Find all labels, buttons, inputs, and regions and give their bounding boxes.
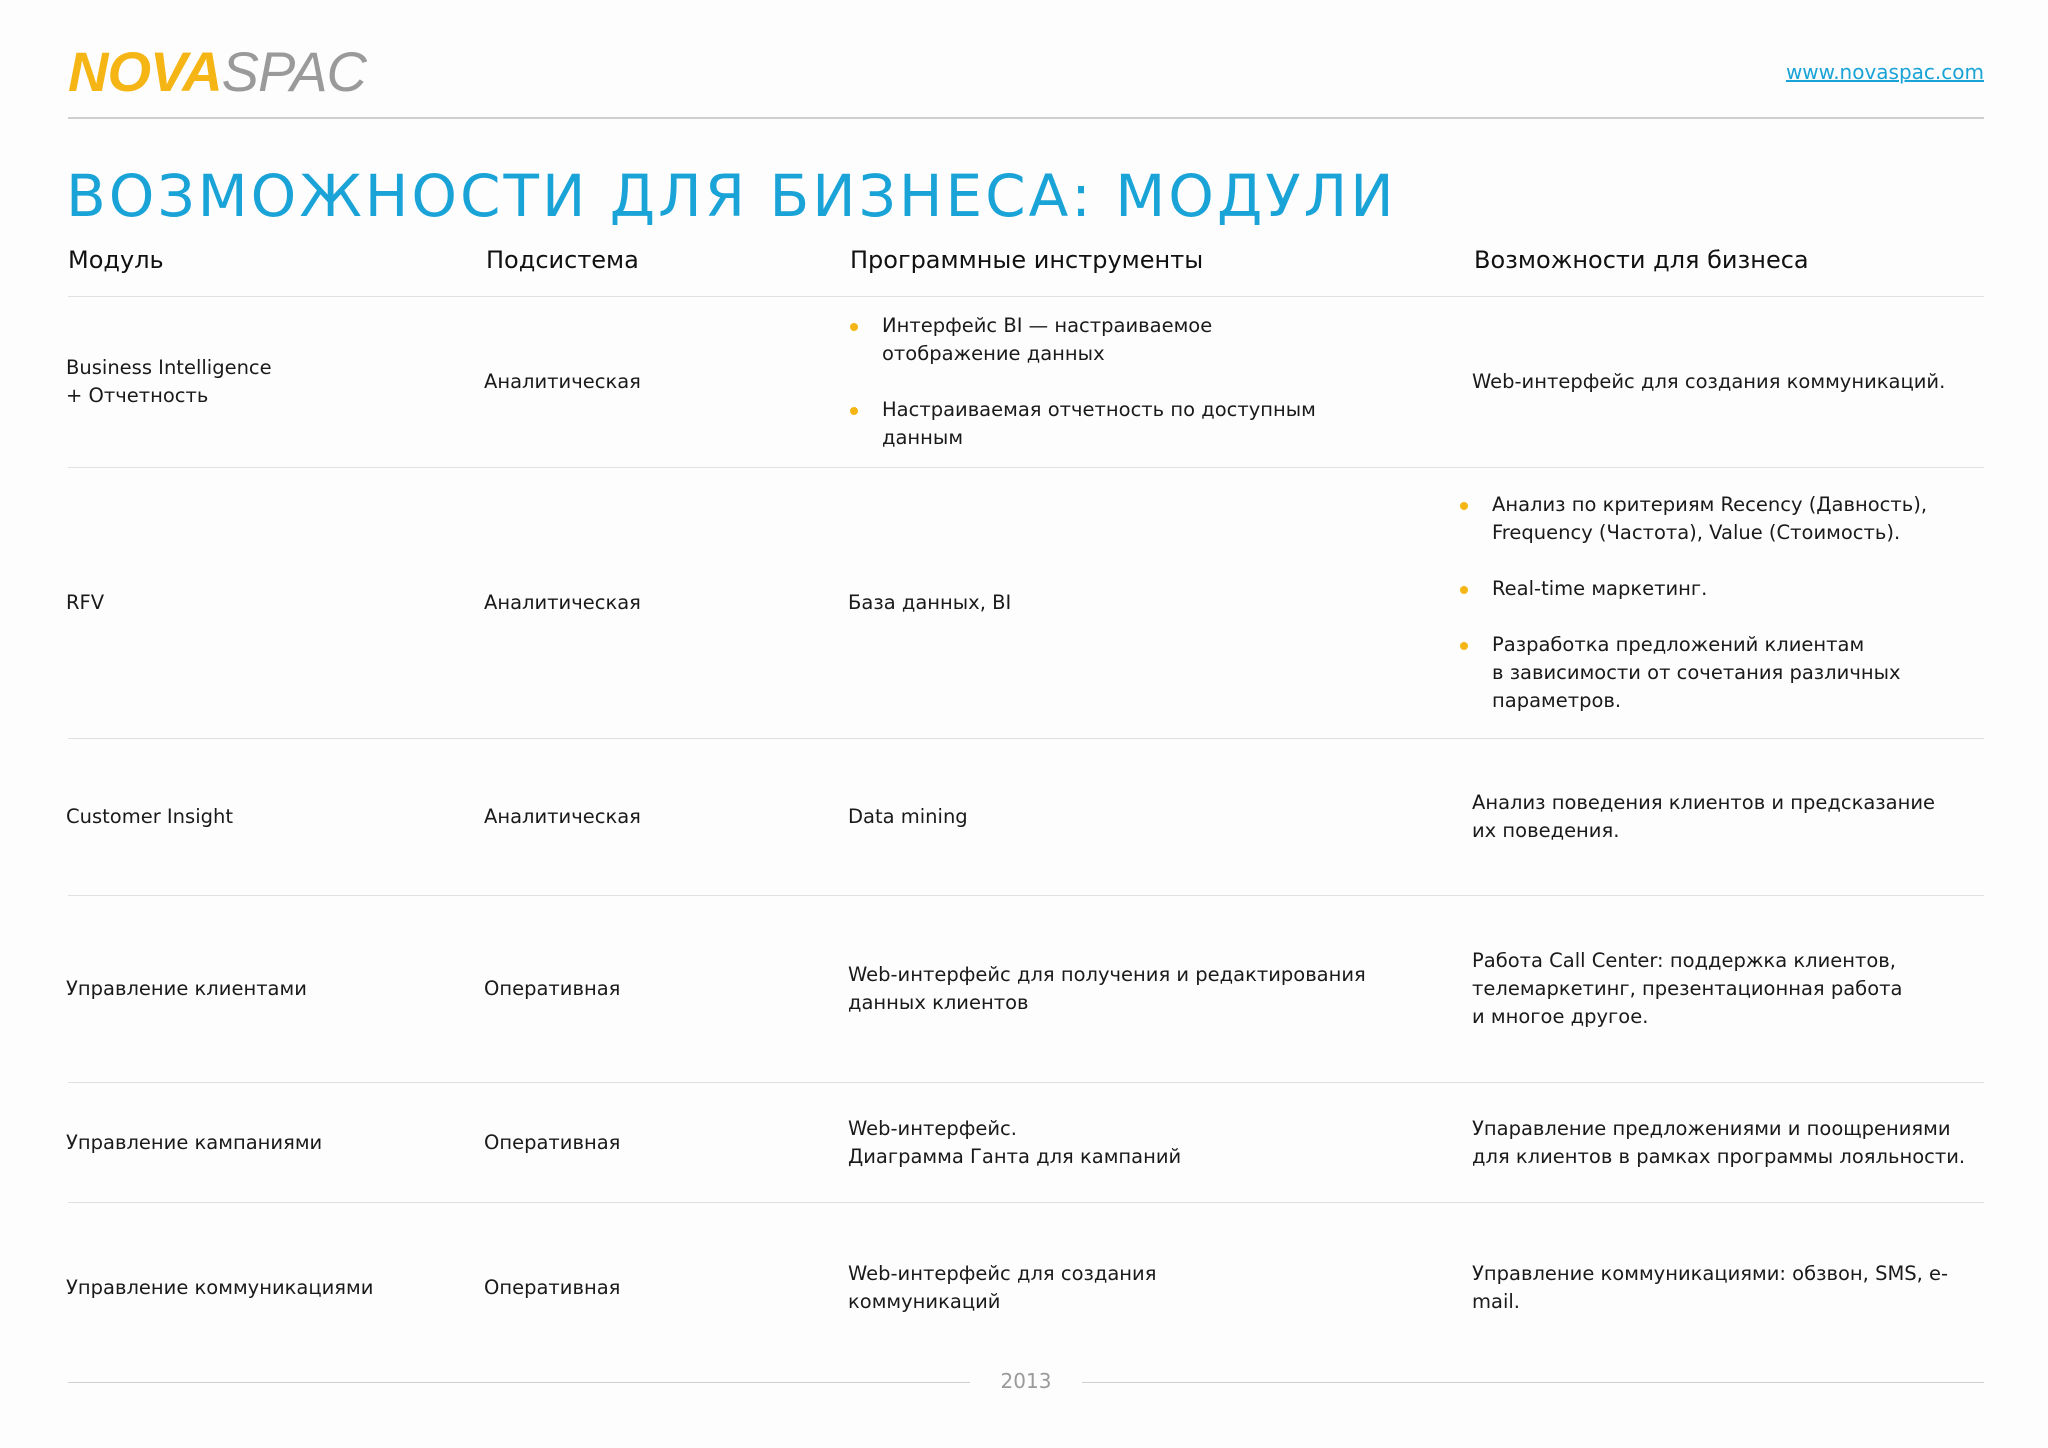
column-header-tools: Программные инструменты (850, 246, 1204, 274)
module-cell: Управление коммуникациями (66, 1276, 374, 1299)
business-cell: Web-интерфейс для создания коммуникаций. (1472, 370, 1946, 393)
list-item: Анализ по критериям Recency (Давность), Frequency (Частота), Value (Стоимость). (1458, 491, 1968, 547)
footer-divider-right (1082, 1382, 1984, 1383)
business-cell: Анализ поведения клиентов и предсказание их поведения. (1472, 791, 1936, 842)
module-cell: Управление кампаниями (66, 1130, 323, 1154)
tools-cell: Web-интерфейс. Диаграмма Ганта для кампаний (848, 1116, 1182, 1168)
tools-list (848, 312, 1472, 452)
subsystem-cell: Оперативная (484, 1276, 621, 1299)
logo-nova: NOVA (68, 40, 222, 103)
footer-year: 2013 (1000, 1369, 1052, 1393)
table-row (68, 739, 1984, 896)
logo-spac: SPAC (221, 40, 366, 103)
business-cell: Работа Call Center: поддержка клиентов, телемаркетинг, презентационная работа и многое другое. (1472, 949, 1903, 1028)
tools-cell: Data mining (848, 805, 968, 828)
page-title: ВОЗМОЖНОСТИ ДЛЯ БИЗНЕСА: МОДУЛИ (66, 162, 1397, 230)
table-row (68, 1203, 1984, 1373)
tools-cell: База данных, BI (848, 591, 1012, 614)
subsystem-cell: Аналитическая (484, 370, 641, 393)
business-cell: Управление коммуникациями: обзвон, SMS, e-mail. (1472, 1262, 1949, 1313)
header-divider (68, 117, 1984, 119)
tools-cell: Web-интерфейс для создания коммуникаций (848, 1262, 1157, 1313)
subsystem-cell: Оперативная (484, 1130, 621, 1154)
subsystem-cell: Аналитическая (484, 591, 641, 614)
table-row (68, 297, 1984, 468)
module-cell: RFV (66, 591, 105, 614)
table-row (68, 896, 1984, 1083)
subsystem-cell: Аналитическая (484, 805, 641, 828)
column-header-subsystem: Подсистема (486, 246, 639, 274)
list-item: Интерфейс BI — настраиваемое отображение данных (848, 312, 1472, 368)
list-item: Разработка предложений клиентам в зависимости от сочетания различных параметров. (1458, 631, 1968, 715)
list-item: Настраиваемая отчетность по доступным данным (848, 396, 1472, 452)
website-link[interactable]: www.novaspac.com (1785, 60, 1984, 84)
table-row (68, 1083, 1984, 1203)
column-header-business: Возможности для бизнеса (1474, 246, 1809, 274)
novaspac-logo (68, 40, 366, 103)
list-item: Real-time маркетинг. (1458, 575, 1968, 603)
footer-divider-left (68, 1382, 970, 1383)
module-cell: Управление клиентами (66, 977, 307, 1000)
table-header (68, 242, 1984, 297)
tools-cell (848, 312, 1472, 452)
business-cell: Упаравление предложениями и поощрениями для клиентов в рамках программы лояльности. (1472, 1116, 1966, 1168)
business-cell (1458, 491, 1968, 715)
table-row (68, 468, 1984, 739)
subsystem-cell: Оперативная (484, 977, 621, 1000)
business-list (1458, 491, 1968, 715)
column-header-module: Модуль (68, 246, 164, 274)
modules-table (68, 242, 1984, 1373)
module-cell: Customer Insight (66, 805, 233, 828)
module-cell: Business Intelligence + Отчетность (66, 356, 272, 407)
tools-cell: Web-интерфейс для получения и редактирования данных клиентов (848, 963, 1366, 1014)
